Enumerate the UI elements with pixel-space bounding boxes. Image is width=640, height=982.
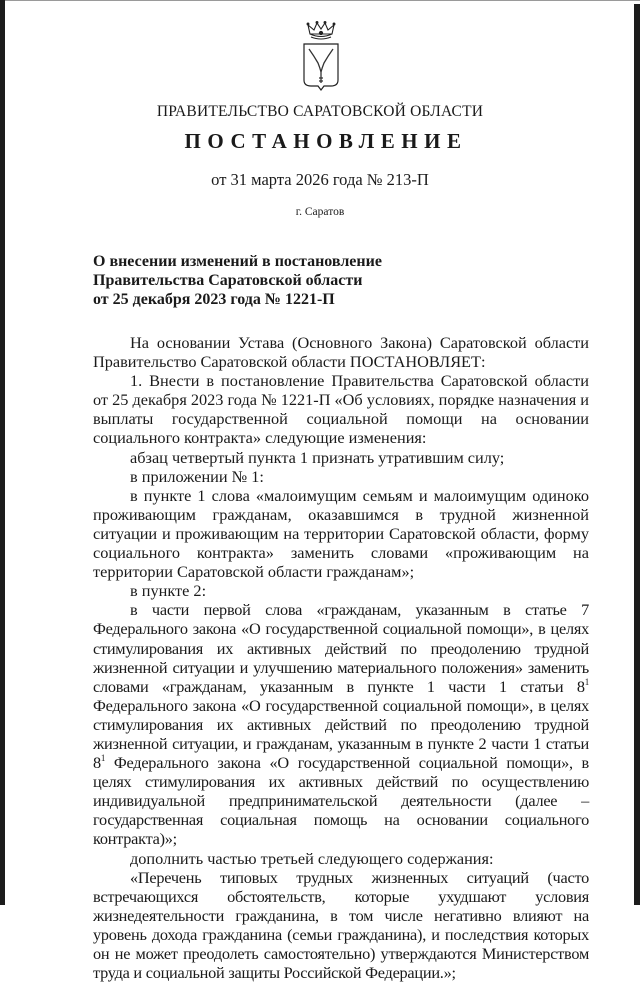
point-2-part-1-amendment-paragraph: [93, 600, 589, 848]
shield-icon: [304, 44, 338, 90]
subject-line: от 25 декабря 2023 года № 1221-П: [93, 291, 335, 308]
sterlets-icon: [309, 49, 333, 83]
superscript: 1: [100, 753, 106, 764]
point-2-heading-paragraph: в пункте 2:: [130, 581, 207, 601]
crown-icon: [307, 22, 335, 39]
scan-top-edge: [0, 0, 640, 1]
document-date-number: от 31 марта 2026 года № 213-П: [211, 170, 429, 189]
superscript: 1: [584, 676, 589, 687]
supplement-heading-paragraph: дополнить частью третьей следующего содержания:: [130, 848, 494, 868]
text-span: Федерального закона «О государственной социальной помощи», в целях стимулирования их активных действий по преодолению трудной жизненной ситуации, и гражданам, указанным в пункте 2 части 1 статьи 8: [93, 695, 589, 773]
amendment-paragraph: абзац четвертый пункта 1 признать утратившим силу;: [130, 447, 505, 467]
point-1-amendment-paragraph: в пункте 1 слова «малоимущим семьям и малоимущим одиноко проживающим гражданам, оказавшимся в трудной жизненной ситуации и проживающим на территории Саратовской области, форму социального контракта» заменить словами «проживающим на территории Саратовской области гражданам»;: [93, 485, 589, 582]
subject-line: Правительства Саратовской области: [93, 272, 363, 289]
clause-1-paragraph: 1. Внести в постановление Правительства Саратовской области от 25 декабря 2023 года № 1221-П «Об условиях, порядке назначения и выплаты государственной социальной помощи на основании социального контракта» следующие изменения:: [93, 371, 589, 448]
document-subject: [93, 252, 393, 309]
coat-of-arms-icon: [301, 20, 341, 92]
document-type: ПОСТАНОВЛЕНИЕ: [184, 129, 468, 153]
text-span: в части первой слова «гражданам, указанным в статье 7 Федерального закона «О государственной социальной помощи», в целях стимулирования их активных действий по преодолению трудной жизненной ситуации и улучшению материального положения» заменить словами «гражданам, указанным в пункте 1 части 1 статьи 8: [93, 600, 589, 696]
document-body: [93, 333, 589, 982]
organization-name: ПРАВИТЕЛЬСТВО САРАТОВСКОЙ ОБЛАСТИ: [156, 103, 484, 120]
part-3-content-paragraph: «Перечень типовых трудных жизненных ситуаций (часто встречающихся обстоятельств, которые ухудшают условия жизнедеятельности гражданина, в том числе негативно влияют на уровень дохода гражданина (семьи гражданина), и последствия которых он не может преодолеть самостоятельно) утверждаются Министерством труда и социальной защиты Российской Федерации.»;: [93, 867, 589, 982]
subject-line: О внесении изменений в постановление: [93, 253, 382, 270]
document-city: г. Саратов: [295, 206, 345, 218]
text-span: Федерального закона «О государственной социальной помощи», в целях стимулирования их активных действий по осуществлению индивидуальной предпринимательской деятельности (далее – государственная социальная помощь на основании социального контракта)»;: [93, 753, 589, 849]
annex-heading-paragraph: в приложении № 1:: [130, 466, 264, 486]
preamble-paragraph: На основании Устава (Основного Закона) Саратовской области Правительство Саратовской области ПОСТАНОВЛЯЕТ:: [93, 333, 589, 372]
